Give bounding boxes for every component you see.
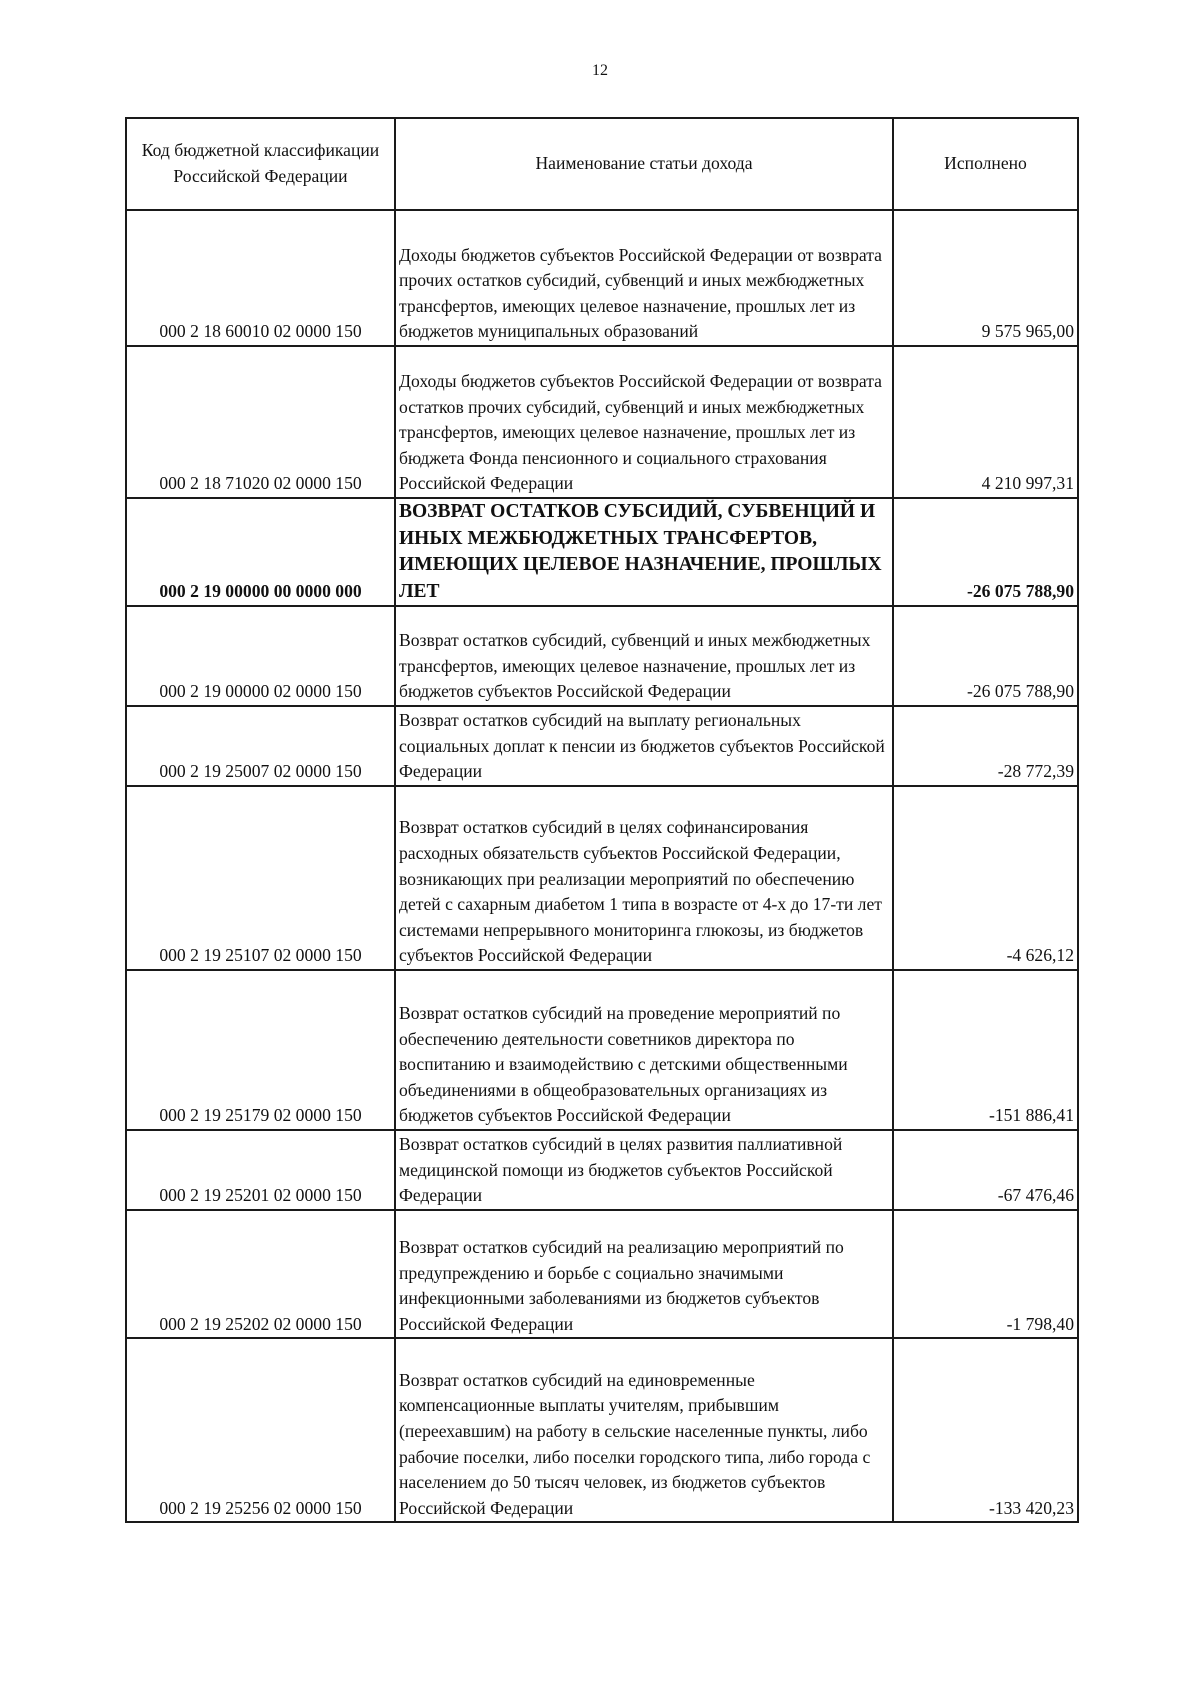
table-row bbox=[126, 706, 1078, 786]
table-row bbox=[126, 210, 1078, 346]
cell-name: ВОЗВРАТ ОСТАТКОВ СУБСИДИЙ, СУБВЕНЦИЙ И ИНЫХ МЕЖБЮДЖЕТНЫХ ТРАНСФЕРТОВ, ИМЕЮЩИХ ЦЕЛЕВОЕ НАЗНАЧЕНИЕ, ПРОШЛЫХ ЛЕТ bbox=[395, 498, 893, 606]
cell-code: 000 2 19 25179 02 0000 150 bbox=[126, 970, 395, 1130]
cell-code: 000 2 18 71020 02 0000 150 bbox=[126, 346, 395, 498]
cell-amount: -67 476,46 bbox=[893, 1130, 1078, 1210]
table-row bbox=[126, 1130, 1078, 1210]
cell-amount: -26 075 788,90 bbox=[893, 606, 1078, 706]
cell-code: 000 2 19 00000 02 0000 150 bbox=[126, 606, 395, 706]
cell-amount: -133 420,23 bbox=[893, 1338, 1078, 1522]
table-row bbox=[126, 346, 1078, 498]
table-row bbox=[126, 498, 1078, 606]
cell-name: Доходы бюджетов субъектов Российской Федерации от возврата остатков прочих субсидий, субвенций и иных межбюджетных трансфертов, имеющих целевое назначение, прошлых лет из бюджета Фонда пенсионного и социального страхования Российской Федерации bbox=[395, 346, 893, 498]
cell-name: Возврат остатков субсидий на единовременные компенсационные выплаты учителям, прибывшим (переехавшим) на работу в сельские населенные пункты, либо рабочие поселки, либо поселки городского типа, либо города с населением до 50 тысяч человек, из бюджетов субъектов Российской Федерации bbox=[395, 1338, 893, 1522]
table-row bbox=[126, 1338, 1078, 1522]
header-name: Наименование статьи дохода bbox=[395, 118, 893, 210]
cell-amount: -4 626,12 bbox=[893, 786, 1078, 970]
cell-code: 000 2 19 25202 02 0000 150 bbox=[126, 1210, 395, 1338]
cell-code: 000 2 19 25007 02 0000 150 bbox=[126, 706, 395, 786]
cell-code: 000 2 19 25256 02 0000 150 bbox=[126, 1338, 395, 1522]
cell-name: Возврат остатков субсидий в целях софинансирования расходных обязательств субъектов Российской Федерации, возникающих при реализации мероприятий по обеспечению детей с сахарным диабетом 1 типа в возрасте от 4-х до 17-ти лет системами непрерывного мониторинга глюкозы, из бюджетов субъектов Российской Федерации bbox=[395, 786, 893, 970]
cell-amount: 4 210 997,31 bbox=[893, 346, 1078, 498]
table-row bbox=[126, 1210, 1078, 1338]
header-code: Код бюджетной классификации Российской Федерации bbox=[126, 118, 395, 210]
cell-amount: 9 575 965,00 bbox=[893, 210, 1078, 346]
cell-name: Возврат остатков субсидий в целях развития паллиативной медицинской помощи из бюджетов субъектов Российской Федерации bbox=[395, 1130, 893, 1210]
cell-code: 000 2 19 25107 02 0000 150 bbox=[126, 786, 395, 970]
table-header-row bbox=[126, 118, 1078, 210]
header-amount: Исполнено bbox=[893, 118, 1078, 210]
cell-amount: -28 772,39 bbox=[893, 706, 1078, 786]
cell-amount: -1 798,40 bbox=[893, 1210, 1078, 1338]
cell-code: 000 2 19 00000 00 0000 000 bbox=[126, 498, 395, 606]
table-row bbox=[126, 970, 1078, 1130]
cell-amount: -151 886,41 bbox=[893, 970, 1078, 1130]
cell-name: Возврат остатков субсидий на реализацию мероприятий по предупреждению и борьбе с социально значимыми инфекционными заболеваниями из бюджетов субъектов Российской Федерации bbox=[395, 1210, 893, 1338]
table-row bbox=[126, 786, 1078, 970]
cell-code: 000 2 19 25201 02 0000 150 bbox=[126, 1130, 395, 1210]
table-body bbox=[126, 210, 1078, 1522]
cell-code: 000 2 18 60010 02 0000 150 bbox=[126, 210, 395, 346]
table-row bbox=[126, 606, 1078, 706]
income-table bbox=[125, 117, 1079, 1523]
cell-name: Возврат остатков субсидий на проведение мероприятий по обеспечению деятельности советников директора по воспитанию и взаимодействию с детскими общественными объединениями в общеобразовательных организациях из бюджетов субъектов Российской Федерации bbox=[395, 970, 893, 1130]
page-number: 12 bbox=[592, 62, 608, 79]
cell-name: Возврат остатков субсидий, субвенций и иных межбюджетных трансфертов, имеющих целевое назначение, прошлых лет из бюджетов субъектов Российской Федерации bbox=[395, 606, 893, 706]
cell-name: Возврат остатков субсидий на выплату региональных социальных доплат к пенсии из бюджетов субъектов Российской Федерации bbox=[395, 706, 893, 786]
cell-name: Доходы бюджетов субъектов Российской Федерации от возврата прочих остатков субсидий, субвенций и иных межбюджетных трансфертов, имеющих целевое назначение, прошлых лет из бюджетов муниципальных образований bbox=[395, 210, 893, 346]
cell-amount: -26 075 788,90 bbox=[893, 498, 1078, 606]
